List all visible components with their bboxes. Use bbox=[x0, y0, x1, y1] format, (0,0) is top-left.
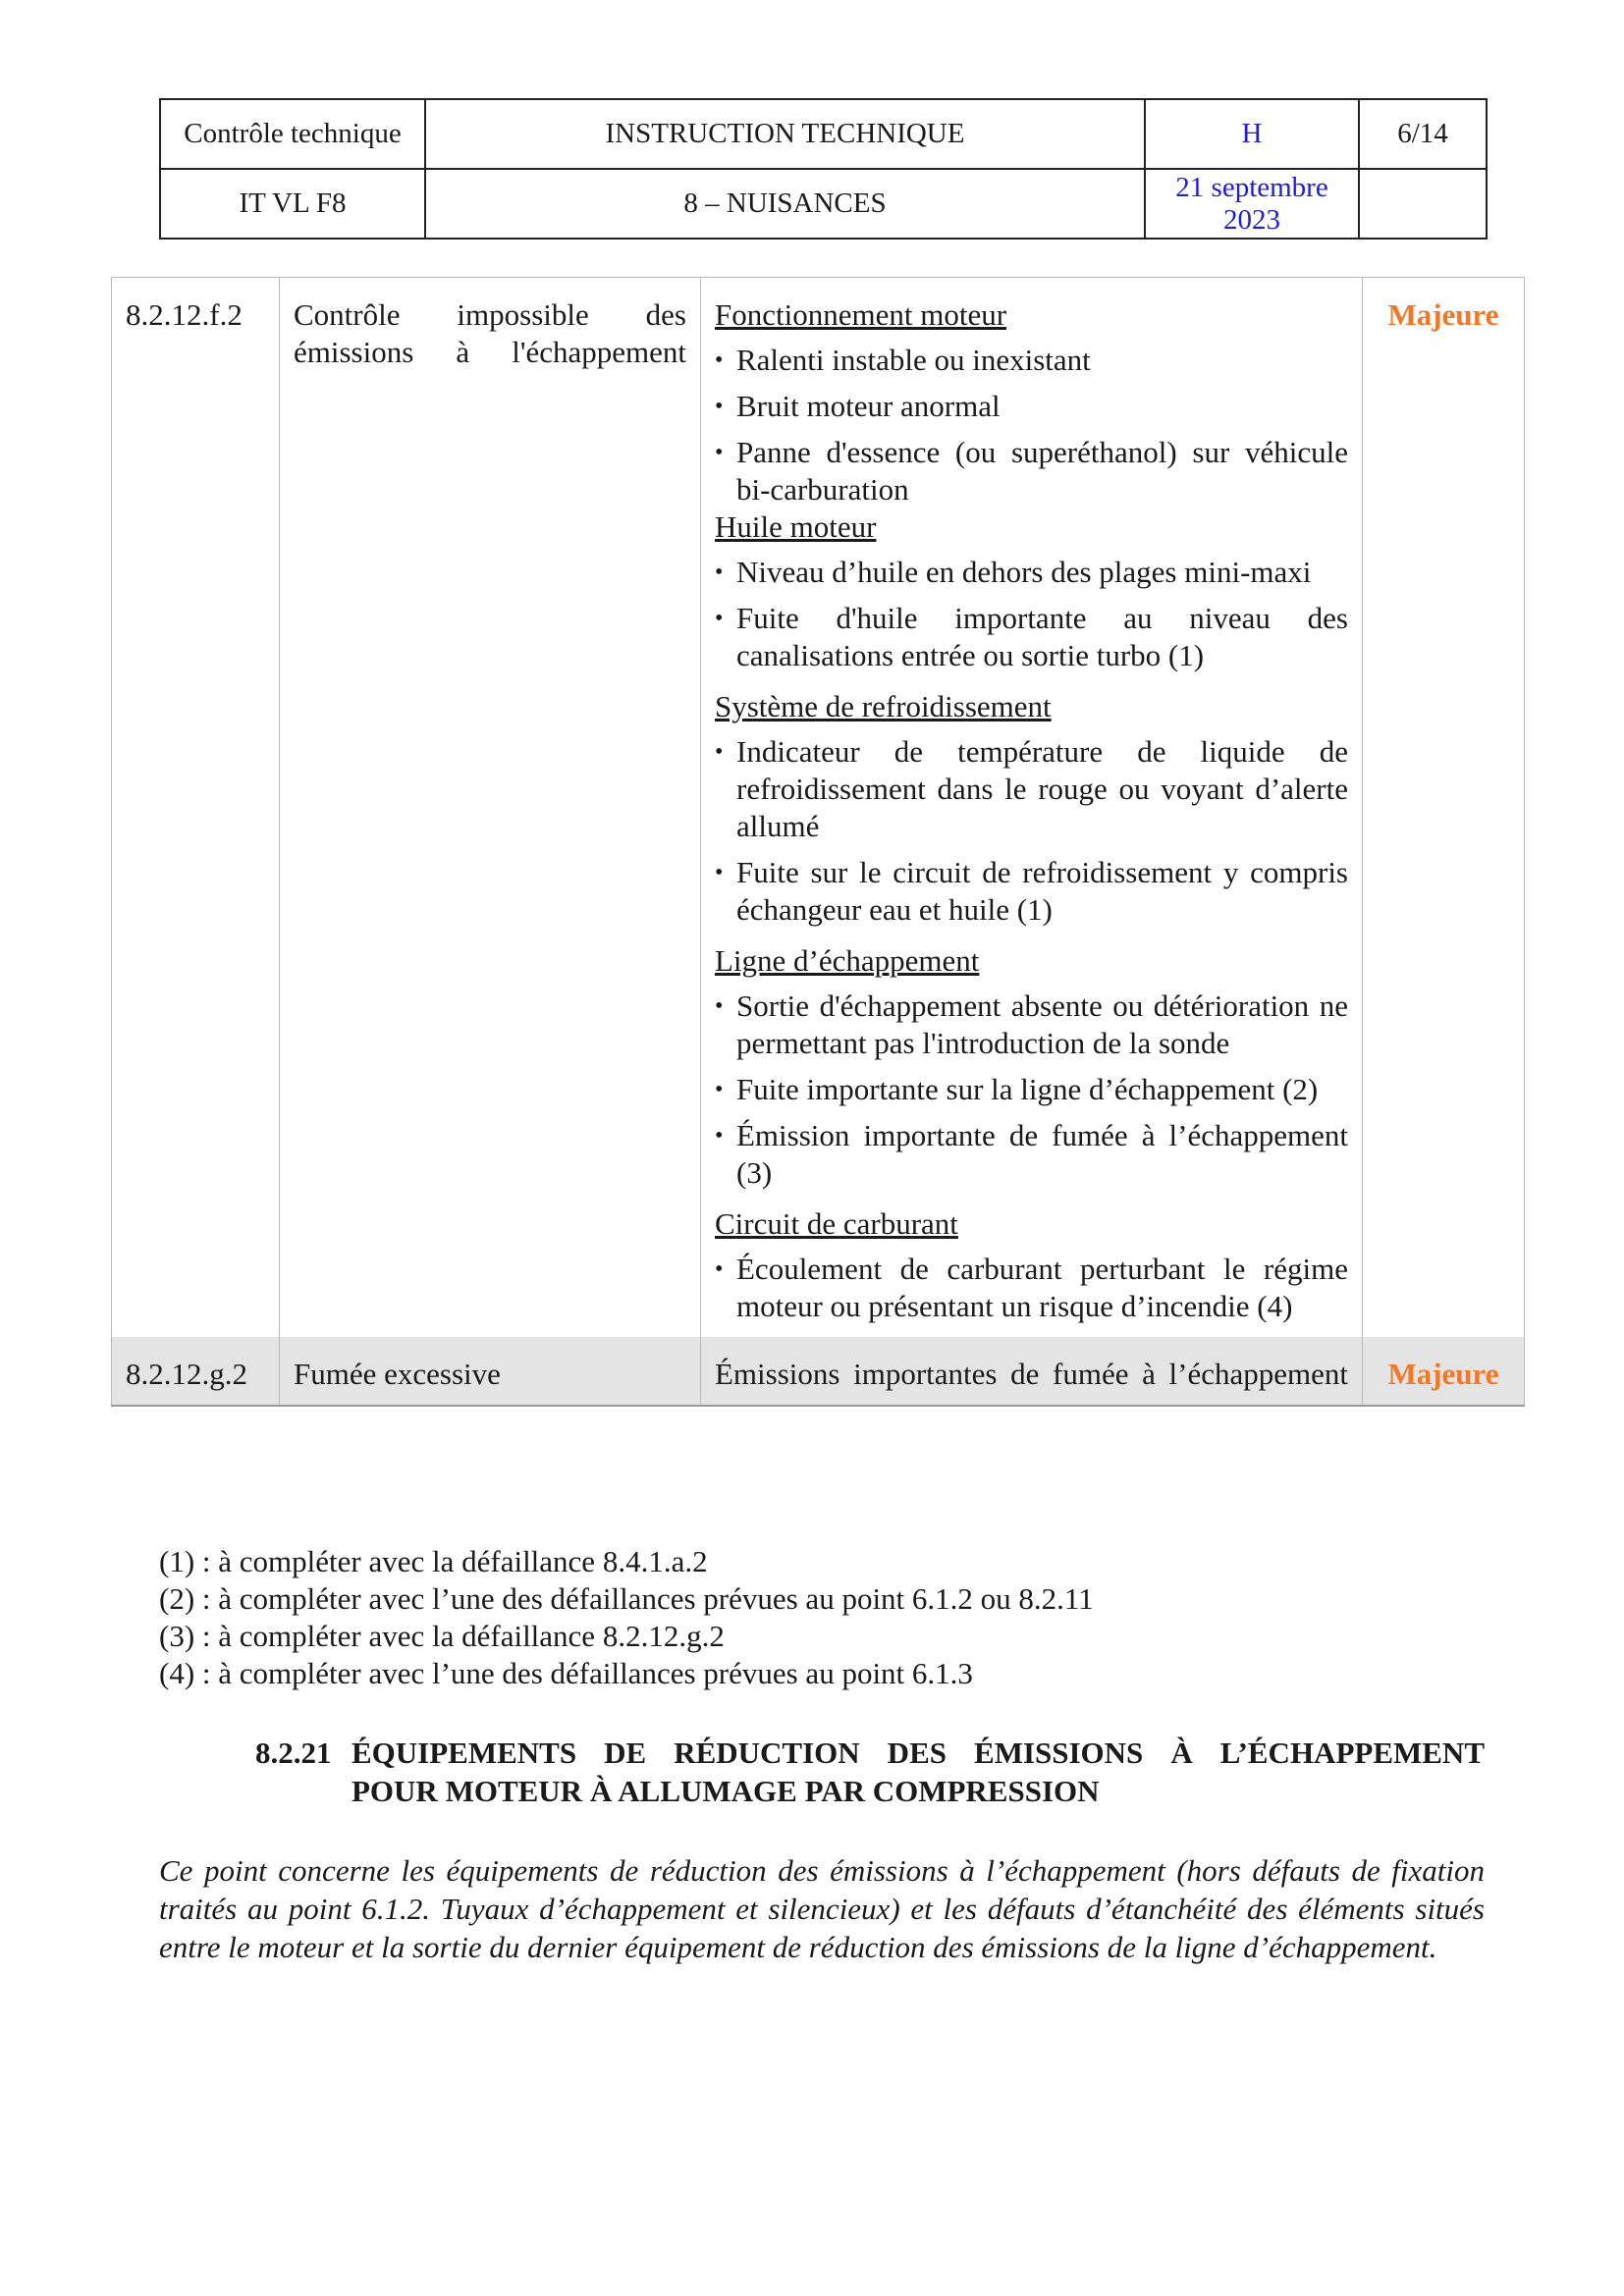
list-item: • Fuite importante sur la ligne d’échappement (2) bbox=[715, 1071, 1348, 1108]
description-group bbox=[715, 688, 1348, 929]
list-item: • Fuite sur le circuit de refroidissement y compris échangeur eau et huile (1) bbox=[715, 854, 1348, 929]
bullet-list bbox=[715, 554, 1348, 674]
header-doc-title: INSTRUCTION TECHNIQUE bbox=[425, 99, 1145, 169]
group-title: Ligne d’échappement bbox=[715, 943, 980, 978]
header-chapter: 8 – NUISANCES bbox=[425, 169, 1145, 239]
header-empty-cell bbox=[1359, 169, 1487, 239]
section-title-line2: POUR MOTEUR À ALLUMAGE PAR COMPRESSION bbox=[352, 1774, 1100, 1808]
defect-code: 8.2.12.g.2 bbox=[112, 1337, 280, 1406]
defect-description-text: Émissions importantes de fumée à l’échappement bbox=[715, 1357, 1348, 1391]
group-title: Système de refroidissement bbox=[715, 689, 1052, 723]
group-title: Circuit de carburant bbox=[715, 1206, 958, 1241]
table-row bbox=[112, 278, 1525, 1338]
description-group bbox=[715, 942, 1348, 1192]
list-item: • Sortie d'échappement absente ou détérioration ne permettant pas l'introduction de la sonde bbox=[715, 988, 1348, 1062]
section-number: 8.2.21 bbox=[255, 1735, 332, 1770]
bullet-list bbox=[715, 733, 1348, 929]
group-title: Fonctionnement moteur bbox=[715, 297, 1007, 332]
defect-description bbox=[701, 1337, 1363, 1406]
defect-label-text: Contrôle impossible des émissions à l'échappement bbox=[294, 297, 686, 369]
severity-badge: Majeure bbox=[1387, 1357, 1499, 1391]
defect-label: Fumée excessive bbox=[280, 1337, 701, 1406]
list-item: • Émission importante de fumée à l’échappement (3) bbox=[715, 1117, 1348, 1192]
document-header bbox=[159, 98, 1488, 240]
description-group bbox=[715, 1205, 1348, 1325]
bullet-list bbox=[715, 342, 1348, 508]
header-version: H bbox=[1145, 99, 1359, 169]
severity-cell bbox=[1363, 278, 1525, 1338]
defect-code: 8.2.12.f.2 bbox=[112, 278, 280, 1338]
footnote: (3) : à compléter avec la défaillance 8.2.12.g.2 bbox=[159, 1619, 725, 1653]
list-item: • Indicateur de température de liquide de refroidissement dans le rouge ou voyant d’alerte allumé bbox=[715, 733, 1348, 845]
section-title-line1: ÉQUIPEMENTS DE RÉDUCTION DES ÉMISSIONS À L’ÉCHAPPEMENT bbox=[352, 1735, 1485, 1770]
footnote: (1) : à compléter avec la défaillance 8.4.1.a.2 bbox=[159, 1544, 708, 1578]
defects-table bbox=[111, 277, 1524, 1407]
header-doc-reference: IT VL F8 bbox=[160, 169, 425, 239]
bullet-list bbox=[715, 1251, 1348, 1325]
header-page-number: 6/14 bbox=[1359, 99, 1487, 169]
list-item: • Panne d'essence (ou superéthanol) sur véhicule bi-carburation bbox=[715, 434, 1348, 508]
description-group bbox=[715, 296, 1348, 508]
section-paragraph: Ce point concerne les équipements de réduction des émissions à l’échappement (hors défauts de fixation traités au point 6.1.2. Tuyaux d’échappement et silencieux) et les défauts d’étanchéité des éléments situés entre le moteur et la sortie du dernier équipement de réduction des émissions de la ligne d’échappement. bbox=[159, 1853, 1485, 1964]
list-item: • Écoulement de carburant perturbant le régime moteur ou présentant un risque d’incendie (4) bbox=[715, 1251, 1348, 1325]
group-title: Huile moteur bbox=[715, 509, 877, 544]
list-item: • Fuite d'huile importante au niveau des canalisations entrée ou sortie turbo (1) bbox=[715, 600, 1348, 674]
severity-cell bbox=[1363, 1337, 1525, 1406]
list-item: • Niveau d’huile en dehors des plages mini-maxi bbox=[715, 554, 1348, 591]
section-heading bbox=[255, 1734, 1485, 1810]
footnotes bbox=[159, 1543, 1094, 1692]
footnote: (2) : à compléter avec l’une des défaillances prévues au point 6.1.2 ou 8.2.11 bbox=[159, 1581, 1094, 1616]
header-doc-type: Contrôle technique bbox=[160, 99, 425, 169]
header-date: 21 septembre 2023 bbox=[1145, 169, 1359, 239]
section-heading-line1 bbox=[255, 1734, 1485, 1772]
bullet-list bbox=[715, 988, 1348, 1192]
description-group bbox=[715, 508, 1348, 674]
table-row bbox=[112, 1337, 1525, 1406]
defect-description bbox=[701, 278, 1363, 1338]
list-item: • Ralenti instable ou inexistant bbox=[715, 342, 1348, 379]
severity-badge: Majeure bbox=[1387, 297, 1499, 332]
list-item: • Bruit moteur anormal bbox=[715, 388, 1348, 425]
defect-label bbox=[280, 278, 701, 1338]
footnote: (4) : à compléter avec l’une des défaillances prévues au point 6.1.3 bbox=[159, 1656, 973, 1690]
